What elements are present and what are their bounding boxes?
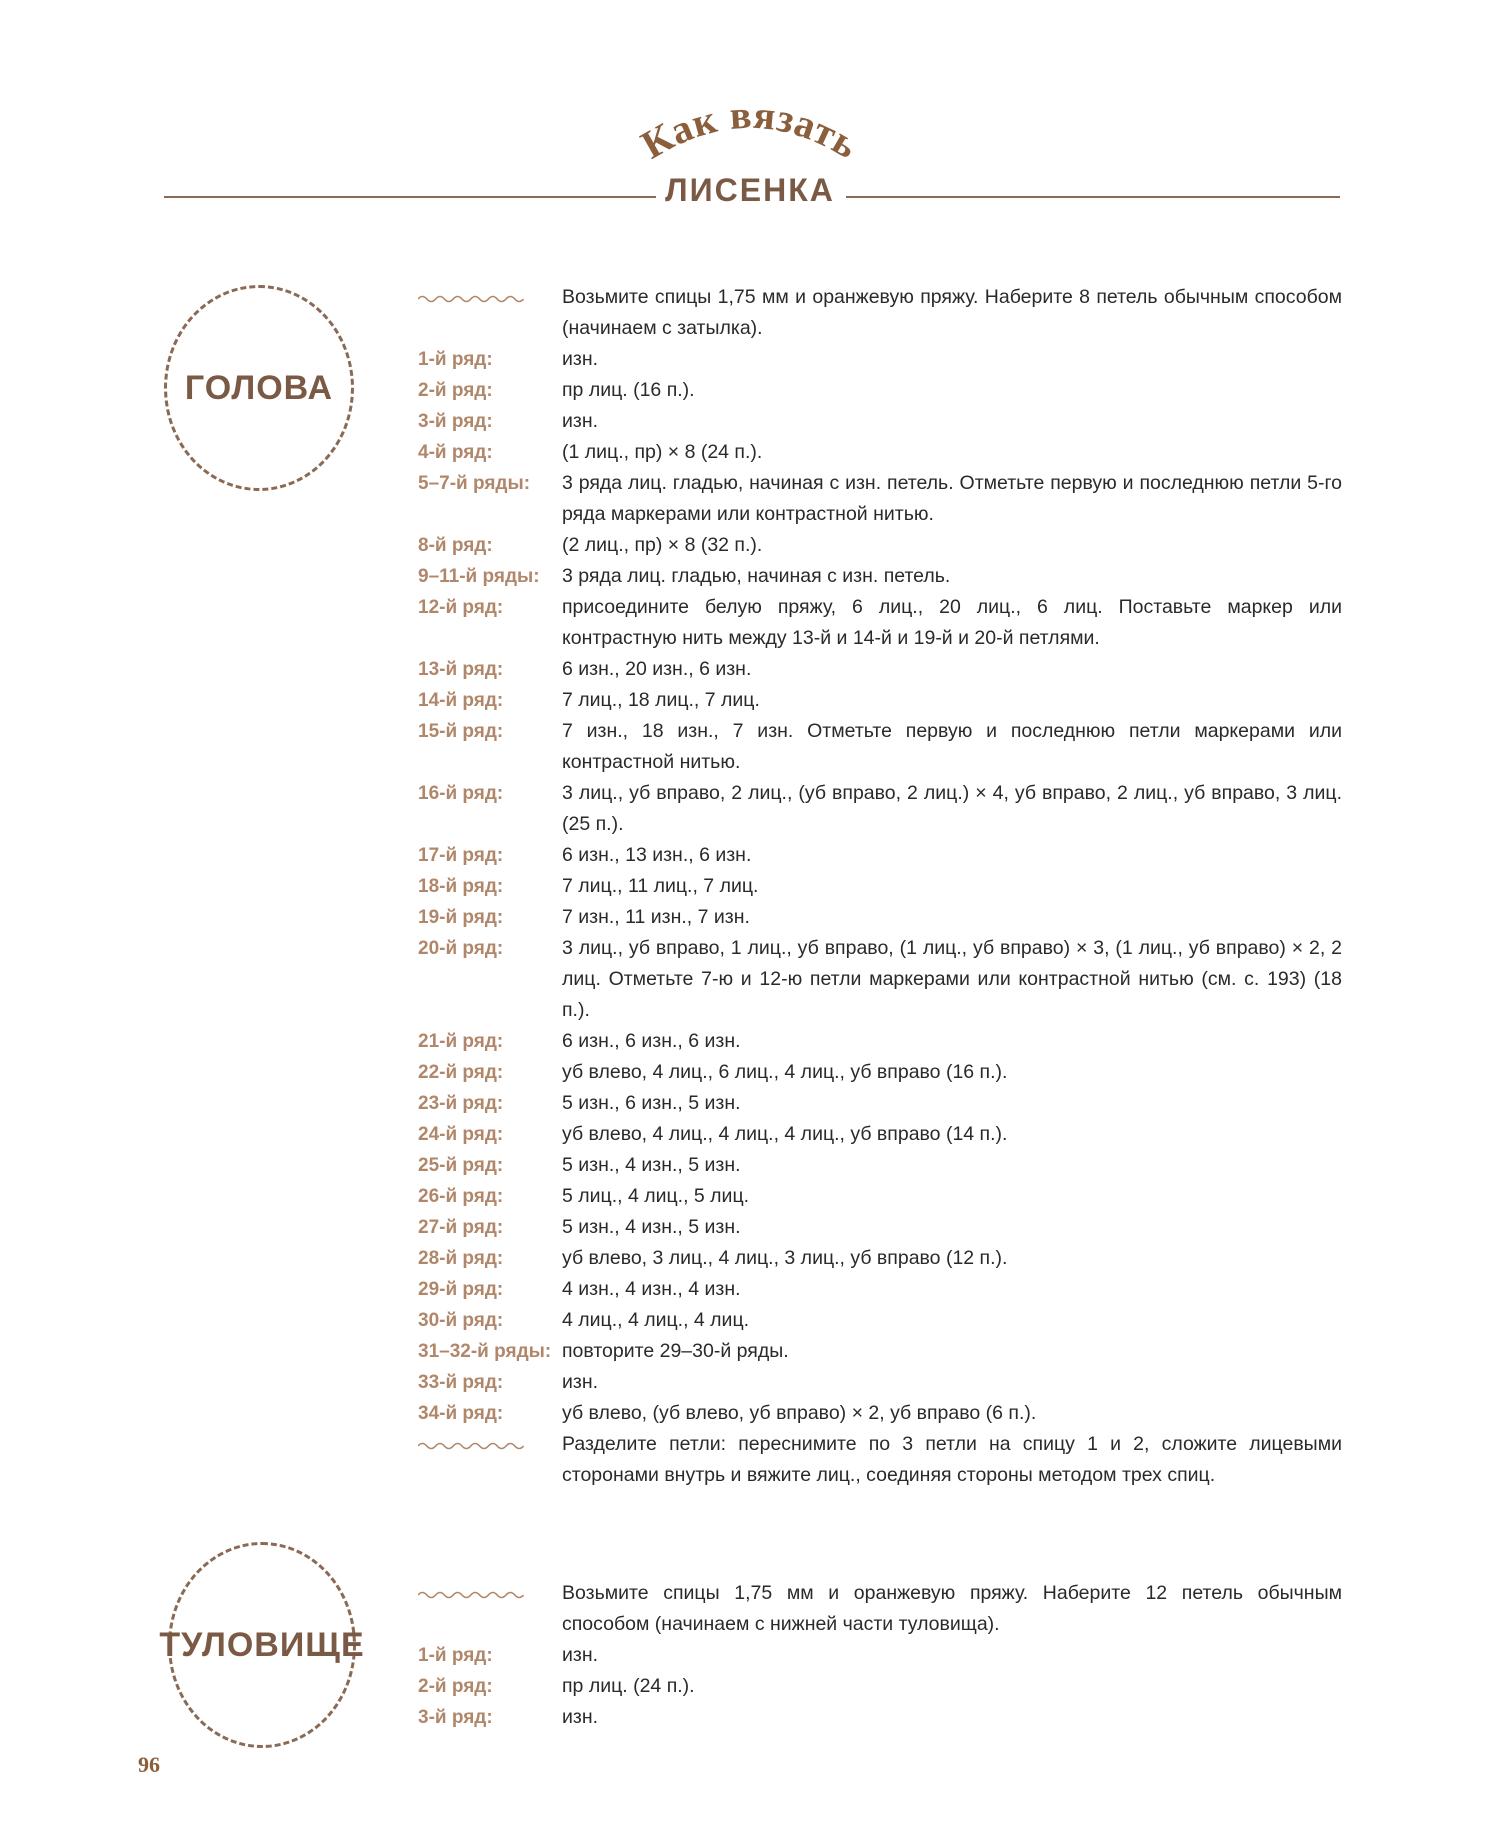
instruction-row — [418, 468, 1342, 530]
row-text: уб влево, 3 лиц., 4 лиц., 3 лиц., уб вправо (12 п.). — [562, 1247, 1008, 1269]
instruction-row — [418, 685, 1342, 716]
header-kicker — [620, 98, 880, 178]
row-label: 20-й ряд: — [418, 938, 504, 959]
row-text: изн. — [562, 1644, 599, 1666]
row-text: 7 лиц., 11 лиц., 7 лиц. — [562, 875, 759, 897]
row-label: 15-й ряд: — [418, 721, 504, 742]
section-badge-head — [164, 285, 354, 491]
row-text: изн. — [562, 1371, 599, 1393]
row-label: 23-й ряд: — [418, 1093, 504, 1114]
instruction-row — [418, 1398, 1342, 1429]
row-text: 7 лиц., 18 лиц., 7 лиц. — [562, 689, 760, 711]
instruction-row — [418, 1274, 1342, 1305]
instruction-intro — [418, 282, 1342, 344]
row-label: 5–7-й ряды: — [418, 473, 531, 494]
row-text: пр лиц. (24 п.). — [562, 1675, 695, 1697]
row-text: (1 лиц., пр) × 8 (24 п.). — [562, 441, 763, 463]
wave-divider-icon — [418, 1588, 524, 1602]
row-label: 1-й ряд: — [418, 1645, 493, 1666]
row-text: 4 лиц., 4 лиц., 4 лиц. — [562, 1309, 750, 1331]
row-label: 26-й ряд: — [418, 1186, 504, 1207]
instruction-row — [418, 1640, 1342, 1671]
row-text: уб влево, 4 лиц., 4 лиц., 4 лиц., уб вправо (14 п.). — [562, 1123, 1008, 1145]
row-text: повторите 29–30-й ряды. — [562, 1340, 789, 1362]
row-label: 21-й ряд: — [418, 1031, 504, 1052]
instruction-row — [418, 530, 1342, 561]
instruction-row — [418, 1119, 1342, 1150]
instruction-outro — [418, 1429, 1342, 1491]
instruction-row — [418, 1305, 1342, 1336]
instruction-row — [418, 1212, 1342, 1243]
row-text: уб влево, 4 лиц., 6 лиц., 4 лиц., уб вправо (16 п.). — [562, 1061, 1008, 1083]
instruction-row — [418, 375, 1342, 406]
instruction-row — [418, 1150, 1342, 1181]
header-rule-left — [164, 196, 656, 198]
row-label: 12-й ряд: — [418, 597, 504, 618]
row-label: 3-й ряд: — [418, 1707, 493, 1728]
page-number: 96 — [138, 1752, 160, 1777]
row-label: 30-й ряд: — [418, 1310, 504, 1331]
section-title-head: ГОЛОВА — [184, 368, 334, 407]
instruction-row — [418, 716, 1342, 778]
row-label: 9–11-й ряды: — [418, 566, 540, 587]
instruction-row — [418, 840, 1342, 871]
instruction-row — [418, 1057, 1342, 1088]
row-text: 3 лиц., уб вправо, 2 лиц., (уб вправо, 2 лиц.) × 4, уб вправо, 2 лиц., уб вправо, 3 лиц. (25 п.). — [562, 782, 1342, 835]
row-text: 5 изн., 6 изн., 5 изн. — [562, 1092, 741, 1114]
instruction-text: Разделите петли: переснимите по 3 петли на спицу 1 и 2, сложите лицевыми сторонами внутрь и вяжите лиц., соединяя стороны методом трех спиц. — [562, 1433, 1342, 1486]
row-label: 2-й ряд: — [418, 380, 493, 401]
instruction-row — [418, 778, 1342, 840]
row-label: 24-й ряд: — [418, 1124, 504, 1145]
row-text: 3 ряда лиц. гладью, начиная с изн. петель. — [562, 565, 951, 587]
row-text: 5 изн., 4 изн., 5 изн. — [562, 1216, 741, 1238]
row-text: изн. — [562, 1706, 599, 1728]
pattern-title: ЛИСЕНКА — [665, 172, 835, 208]
row-label: 2-й ряд: — [418, 1676, 493, 1697]
row-label: 25-й ряд: — [418, 1155, 504, 1176]
row-text: 6 изн., 6 изн., 6 изн. — [562, 1030, 741, 1052]
row-label: 33-й ряд: — [418, 1372, 504, 1393]
instruction-row — [418, 1181, 1342, 1212]
section-badge-body — [159, 1542, 365, 1748]
instruction-row — [418, 1026, 1342, 1057]
row-label: 22-й ряд: — [418, 1062, 504, 1083]
row-label: 27-й ряд: — [418, 1217, 504, 1238]
body-instructions — [418, 1578, 1342, 1733]
instruction-row — [418, 406, 1342, 437]
row-label: 13-й ряд: — [418, 659, 504, 680]
instruction-row — [418, 1243, 1342, 1274]
row-text: присоедините белую пряжу, 6 лиц., 20 лиц., 6 лиц. Поставьте маркер или контрастную нить между 13-й и 14-й и 19-й и 20-й петлями. — [562, 596, 1342, 649]
instruction-row — [418, 1336, 1342, 1367]
row-text: 3 ряда лиц. гладью, начиная с изн. петель. Отметьте первую и последнюю петли 5-го ряда маркерами или контрастной нитью. — [562, 472, 1342, 525]
row-text: изн. — [562, 348, 599, 370]
row-text: 4 изн., 4 изн., 4 изн. — [562, 1278, 741, 1300]
instruction-row — [418, 1671, 1342, 1702]
instruction-row — [418, 1702, 1342, 1733]
row-label: 14-й ряд: — [418, 690, 504, 711]
instruction-row — [418, 592, 1342, 654]
row-label: 29-й ряд: — [418, 1279, 504, 1300]
wave-divider-icon — [418, 292, 524, 306]
instruction-row — [418, 561, 1342, 592]
svg-text:Как вязать: Как вязать — [633, 98, 867, 168]
row-text: 6 изн., 20 изн., 6 изн. — [562, 658, 752, 680]
instruction-row — [418, 654, 1342, 685]
header-rule-right — [846, 196, 1340, 198]
row-text: 3 лиц., уб вправо, 1 лиц., уб вправо, (1 лиц., уб вправо) × 3, (1 лиц., уб вправо) × 2, 2 лиц. Отметьте 7-ю и 12-ю петли маркерами или контрастной нитью (см. с. 193) (18 п.). — [562, 937, 1342, 1021]
row-label: 17-й ряд: — [418, 845, 504, 866]
instruction-row — [418, 902, 1342, 933]
row-label: 18-й ряд: — [418, 876, 504, 897]
row-text: 7 изн., 18 изн., 7 изн. Отметьте первую и последнюю петли маркерами или контрастной нитью. — [562, 720, 1342, 773]
row-text: 6 изн., 13 изн., 6 изн. — [562, 844, 752, 866]
instruction-row — [418, 344, 1342, 375]
instruction-row — [418, 437, 1342, 468]
wave-divider-icon — [418, 1439, 524, 1453]
instruction-row — [418, 871, 1342, 902]
instruction-row — [418, 933, 1342, 1026]
row-text: 5 изн., 4 изн., 5 изн. — [562, 1154, 741, 1176]
row-label: 34-й ряд: — [418, 1403, 504, 1424]
row-text: 5 лиц., 4 лиц., 5 лиц. — [562, 1185, 750, 1207]
row-text: уб влево, (уб влево, уб вправо) × 2, уб вправо (6 п.). — [562, 1402, 1037, 1424]
row-label: 16-й ряд: — [418, 783, 504, 804]
row-text: пр лиц. (16 п.). — [562, 379, 695, 401]
row-label: 8-й ряд: — [418, 535, 493, 556]
instruction-row — [418, 1088, 1342, 1119]
row-text: (2 лиц., пр) × 8 (32 п.). — [562, 534, 763, 556]
row-label: 4-й ряд: — [418, 442, 493, 463]
row-label: 3-й ряд: — [418, 411, 493, 432]
row-label: 19-й ряд: — [418, 907, 504, 928]
instruction-text: Возьмите спицы 1,75 мм и оранжевую пряжу. Наберите 8 петель обычным способом (начинаем с затылка). — [562, 286, 1342, 339]
row-text: 7 изн., 11 изн., 7 изн. — [562, 906, 750, 928]
row-label: 28-й ряд: — [418, 1248, 504, 1269]
instruction-row — [418, 1367, 1342, 1398]
instruction-text: Возьмите спицы 1,75 мм и оранжевую пряжу. Наберите 12 петель обычным способом (начинаем с нижней части туловища). — [562, 1582, 1342, 1635]
instruction-intro — [418, 1578, 1342, 1640]
head-instructions — [418, 282, 1342, 1491]
row-text: изн. — [562, 410, 599, 432]
row-label: 1-й ряд: — [418, 349, 493, 370]
section-title-body: ТУЛОВИЩЕ — [159, 1625, 365, 1664]
row-label: 31–32-й ряды: — [418, 1341, 552, 1362]
